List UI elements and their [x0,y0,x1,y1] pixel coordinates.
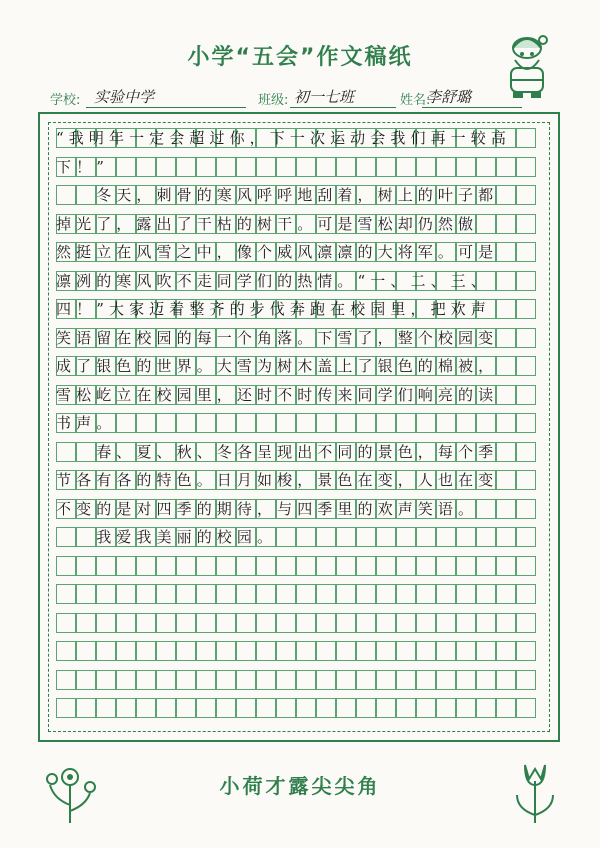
grid-cell [216,698,236,718]
grid-cell [96,670,116,690]
grid-cell [436,556,456,576]
grid-cell [56,613,76,633]
handwritten-line: 笑语留在校园的每一个角落。下雪了，整个校园变 [56,328,499,347]
grid-cell [296,641,316,661]
grid-cell [516,613,536,633]
grid-cell [156,584,176,604]
grid-cell [356,670,376,690]
grid-cell [116,698,136,718]
grid-cell [456,584,476,604]
grid-cell [336,641,356,661]
grid-cell [456,698,476,718]
handwritten-line: 书声。 [56,414,117,432]
class-underline [290,106,396,108]
handwritten-line: 冬天，刺骨的寒风呼呼地刮着，树上的叶子都 [56,186,499,204]
grid-cell [96,641,116,661]
school-underline [86,106,246,108]
grid-cell [436,641,456,661]
grid-cell [296,556,316,576]
handwritten-line: 然挺立在风雪之中，像个威风凛凛的大将军。可是 [56,243,499,261]
grid-cell [96,584,116,604]
grid-cell [216,641,236,661]
grid-cell [496,670,516,690]
grid-cell [416,670,436,690]
grid-cell [456,641,476,661]
grid-cell [96,698,116,718]
grid-cell [116,556,136,576]
grid-cell [396,698,416,718]
grid-cell [276,641,296,661]
grid-cell [216,556,236,576]
grid-cell [256,698,276,718]
grid-cell [276,584,296,604]
grid-cell [396,584,416,604]
grid-cell [336,613,356,633]
handwritten-line: “我明年一定会超过你，下一次运动会我们再一较高 [56,129,511,147]
handwritten-line: 节各有各的特色。日月如梭，景色在变，人也在变 [56,471,499,489]
grid-cell [196,556,216,576]
grid-cell [356,641,376,661]
grid-cell [356,584,376,604]
grid-cell [76,613,96,633]
grid-cell [456,670,476,690]
grid-cell [136,670,156,690]
grid-cell [336,556,356,576]
grid-cell [56,698,76,718]
grid-cell [496,641,516,661]
handwritten-line: 我爱我美丽的校园。 [56,528,278,546]
grid-cell [436,698,456,718]
grid-cell [456,613,476,633]
grid-cell [276,556,296,576]
grid-cell [156,641,176,661]
grid-cell [196,698,216,718]
grid-cell [336,698,356,718]
grid-cell [256,613,276,633]
grid-cell [316,584,336,604]
grid-cell [516,556,536,576]
grid-cell [336,670,356,690]
grid-cell [236,584,256,604]
grid-cell [476,698,496,718]
grid-cell [56,670,76,690]
grid-cell [316,556,336,576]
grid-cell [276,613,296,633]
grid-cell [256,584,276,604]
handwritten-line: 掉光了，露出了干枯的树干。可是雪松却仍然傲 [56,214,479,233]
grid-cell [316,698,336,718]
flower-decoration-icon [40,755,100,825]
grid-cell [496,584,516,604]
handwritten-line: 凛冽的寒风吹不走同学们的热情。“一、二、三、 [56,271,491,290]
grid-cell [216,670,236,690]
grid-cell [516,698,536,718]
grid-cell [136,613,156,633]
grid-cell [336,584,356,604]
grid-cell [176,698,196,718]
grid-cell [236,641,256,661]
grid-cell [516,641,536,661]
grid-cell [396,641,416,661]
grid-cell [136,584,156,604]
grid-cell [236,698,256,718]
grid-cell [416,556,436,576]
grid-cell [176,641,196,661]
grid-cell [236,613,256,633]
school-value: 实验中学 [94,88,155,106]
grid-cell [156,698,176,718]
grid-cell [296,698,316,718]
grid-cell [296,584,316,604]
handwritten-line: 雪松屹立在校园里，还时不时传来同学们响亮的读 [56,385,499,404]
grid-cell [376,556,396,576]
class-value: 初一七班 [294,88,355,106]
grid-cell [176,613,196,633]
grid-cell [156,613,176,633]
grid-cell [396,556,416,576]
grid-cell [116,641,136,661]
grid-cell [416,613,436,633]
grid-cell [236,556,256,576]
grid-cell [196,641,216,661]
grid-cell [76,698,96,718]
grid-cell [276,670,296,690]
grid-cell [76,641,96,661]
grid-cell [356,613,376,633]
grid-cell [56,556,76,576]
handwritten-line: 成了银色的世界。大雪为树木盖上了银色的棉被， [56,357,499,375]
grid-cell [476,556,496,576]
grid-cell [316,641,336,661]
grid-cell [116,613,136,633]
grid-cell [396,670,416,690]
grid-cell [496,613,516,633]
grid-cell [396,613,416,633]
grid-cell [76,670,96,690]
page-title: 小学“五会”作文稿纸 [187,45,413,70]
grid-cell [236,670,256,690]
grid-cell [76,584,96,604]
grid-cell [176,670,196,690]
grid-cell [196,584,216,604]
footer-slogan: 小荷才露尖尖角 [219,774,381,798]
handwritten-line: 四！”大家迈着整齐的步伐奔跑在校园里，把欢声 [56,300,491,318]
grid-cell [96,613,116,633]
grid-cell [256,670,276,690]
grid-cell [456,556,476,576]
name-value: 李舒璐 [426,88,472,106]
grid-cell [276,698,296,718]
grid-cell [136,556,156,576]
grid-cell [156,556,176,576]
grid-cell [376,670,396,690]
header-info-row [50,86,570,110]
grid-cell [436,584,456,604]
grid-cell [496,556,516,576]
grid-cell [356,698,376,718]
grid-cell [496,698,516,718]
grid-cell [196,670,216,690]
school-label: 学校: [50,93,81,108]
grid-cell [116,584,136,604]
grid-cell [256,556,276,576]
handwritten-line: 不变的是对四季的期待，与四季里的欢声笑语。 [56,499,479,518]
grid-cell [196,613,216,633]
grid-cell [316,613,336,633]
handwritten-line: 下！” [56,157,109,176]
grid-cell [416,698,436,718]
grid-cell [56,584,76,604]
name-label: 姓名: [400,93,431,108]
grid-cell [476,584,496,604]
grid-cell [116,670,136,690]
grid-cell [176,584,196,604]
grid-cell [416,584,436,604]
grid-cell [56,641,76,661]
tulip-decoration-icon [505,755,565,825]
name-underline [422,106,522,108]
grid-cell [436,670,456,690]
handwritten-line: 春、夏、秋、冬各呈现出不同的景色，每个季 [56,442,499,461]
grid-cell [356,556,376,576]
grid-cell [176,556,196,576]
grid-cell [296,613,316,633]
grid-cell [376,584,396,604]
grid-cell [256,641,276,661]
grid-cell [296,670,316,690]
class-label: 班级: [258,93,289,108]
grid-cell [476,641,496,661]
grid-cell [476,670,496,690]
grid-cell [216,584,236,604]
grid-cell [436,613,456,633]
grid-cell [316,670,336,690]
grid-cell [136,641,156,661]
grid-cell [476,613,496,633]
grid-cell [376,698,396,718]
grid-cell [136,698,156,718]
grid-cell [516,584,536,604]
grid-cell [376,613,396,633]
grid-cell [416,641,436,661]
grid-cell [216,613,236,633]
grid-cell [516,670,536,690]
grid-cell [76,556,96,576]
grid-cell [376,641,396,661]
grid-cell [156,670,176,690]
grid-cell [96,556,116,576]
